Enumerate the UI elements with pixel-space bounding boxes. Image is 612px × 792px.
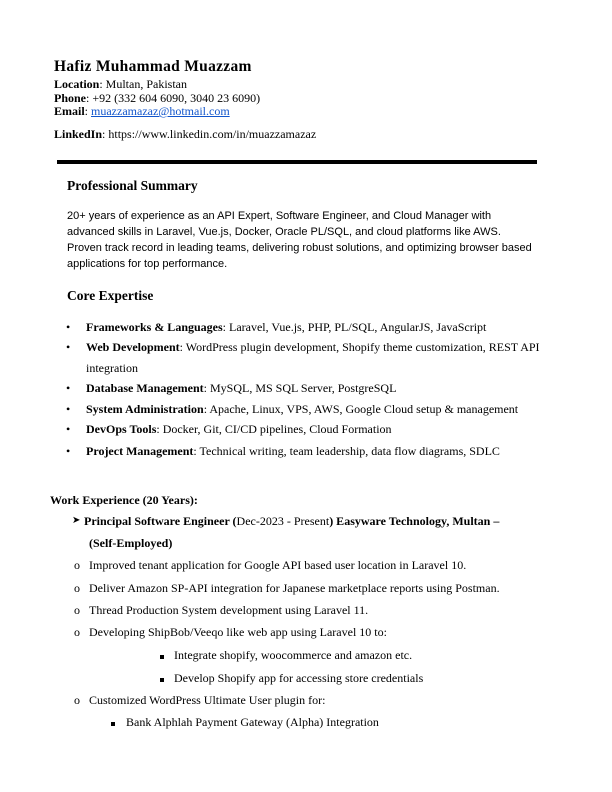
candidate-name: Hafiz Muhammad Muazzam	[54, 58, 252, 75]
location-line	[54, 77, 187, 91]
location-value: : Multan, Pakistan	[99, 77, 188, 91]
arrow-bullet-icon: ➤	[72, 515, 81, 526]
work-subitem: Integrate shopify, woocommerce and amazon etc.	[174, 648, 413, 662]
work-heading: Work Experience (20 Years):	[50, 493, 198, 507]
linkedin-label: LinkedIn	[54, 127, 103, 141]
square-bullet-icon	[111, 715, 115, 729]
work-item: Thread Production System development using Laravel 11.	[89, 603, 369, 617]
expertise-item	[86, 340, 540, 354]
email-sep: :	[84, 104, 92, 118]
phone-line	[54, 91, 260, 105]
expertise-label: Web Development	[86, 340, 180, 354]
job-title-line	[84, 514, 499, 528]
divider	[57, 160, 537, 164]
bullet-icon: •	[66, 422, 71, 436]
work-item: Deliver Amazon SP-API integration for Japanese marketplace reports using Postman.	[89, 581, 500, 595]
expertise-text: : Laravel, Vue.js, PHP, PL/SQL, AngularJS, JavaScript	[222, 320, 487, 334]
expertise-text: : WordPress plugin development, Shopify theme customization, REST API	[179, 340, 540, 354]
expertise-label: System Administration	[86, 402, 204, 416]
expertise-item	[86, 422, 392, 436]
expertise-heading: Core Expertise	[67, 288, 154, 303]
expertise-text: : MySQL, MS SQL Server, PostgreSQL	[203, 381, 397, 395]
work-item: Improved tenant application for Google API based user location in Laravel 10.	[89, 558, 467, 572]
job-dates: Dec-2023 - Present	[236, 514, 330, 528]
work-subitem: Bank Alphlah Payment Gateway (Alpha) Integration	[126, 715, 379, 729]
work-item: Customized WordPress Ultimate User plugin for:	[89, 693, 326, 707]
expertise-item	[86, 320, 486, 334]
job-company: ) Easyware Technology, Multan –	[329, 514, 500, 528]
summary-heading: Professional Summary	[67, 178, 198, 193]
circle-bullet-icon: o	[74, 581, 80, 595]
linkedin-value: : https://www.linkedin.com/in/muazzamazaz	[102, 127, 317, 141]
work-item: Developing ShipBob/Veeqo like web app using Laravel 10 to:	[89, 625, 387, 639]
bullet-icon: •	[66, 320, 71, 334]
square-bullet-icon	[160, 671, 164, 685]
phone-value: : +92 (332 604 6090, 3040 23 6090)	[86, 91, 261, 105]
bullet-icon: •	[66, 381, 71, 395]
bullet-icon: •	[66, 340, 71, 354]
circle-bullet-icon: o	[74, 625, 80, 639]
expertise-label: Frameworks & Languages	[86, 320, 223, 334]
square-bullet-icon	[160, 648, 164, 662]
phone-label: Phone	[54, 91, 87, 105]
location-label: Location	[54, 77, 100, 91]
linkedin-line	[54, 127, 316, 141]
expertise-label: Database Management	[86, 381, 204, 395]
email-label: Email	[54, 104, 85, 118]
expertise-text-cont: integration	[86, 361, 138, 375]
expertise-text: : Technical writing, team leadership, data flow diagrams, SDLC	[193, 444, 500, 458]
job-type: (Self-Employed)	[89, 536, 173, 550]
expertise-text: : Apache, Linux, VPS, AWS, Google Cloud setup & management	[203, 402, 519, 416]
work-subitem: Develop Shopify app for accessing store credentials	[174, 671, 424, 685]
expertise-label: Project Management	[86, 444, 194, 458]
circle-bullet-icon: o	[74, 558, 80, 572]
email-line	[54, 104, 230, 118]
expertise-label: DevOps Tools	[86, 422, 157, 436]
job-role: Principal Software Engineer (	[84, 514, 237, 528]
bullet-icon: •	[66, 402, 71, 416]
expertise-text: : Docker, Git, CI/CD pipelines, Cloud Formation	[156, 422, 392, 436]
expertise-item	[86, 444, 500, 458]
expertise-item	[86, 402, 518, 416]
email-link[interactable]: muazzamazaz@hotmail.com	[91, 104, 230, 118]
expertise-item	[86, 381, 396, 395]
circle-bullet-icon: o	[74, 693, 80, 707]
bullet-icon: •	[66, 444, 71, 458]
circle-bullet-icon: o	[74, 603, 80, 617]
summary-text: 20+ years of experience as an API Expert, Software Engineer, and Cloud Manager with advanced skills in Laravel, Vue.js, Docker, Oracle PL/SQL, and cloud platforms like AWS. Proven track record in leading teams, delivering robust solutions, and optimizing browser based applications for top performance.	[67, 210, 532, 270]
